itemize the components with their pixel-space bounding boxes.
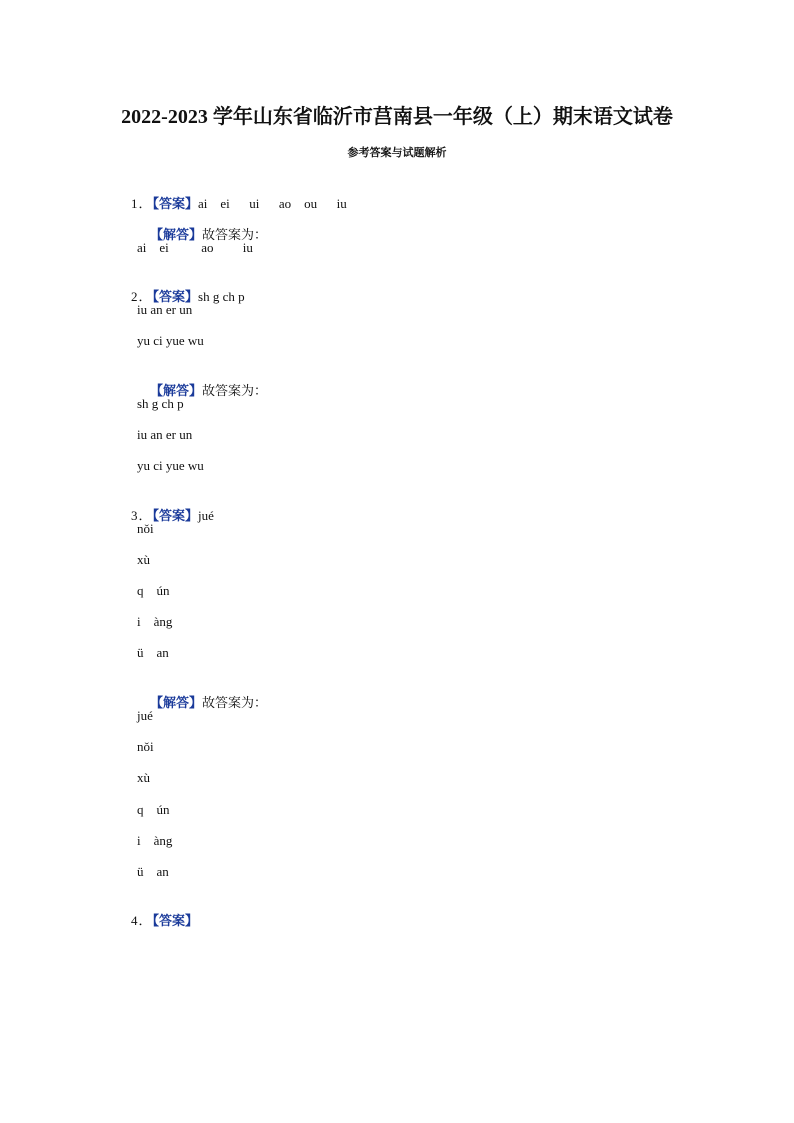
q3-answer-line5: i àng <box>137 614 173 629</box>
q2-explain-text: 故答案为： <box>202 383 268 398</box>
q2-number: 2． <box>131 289 153 304</box>
q4-number: 4． <box>131 913 153 928</box>
q3-answer-line1: jué <box>198 508 214 523</box>
q1-answer-tag: 【答案】 <box>152 196 199 211</box>
q3-explain-line <box>137 676 267 730</box>
q3-explain-line1: jué <box>137 708 153 723</box>
q2-explain-tag: 【解答】 <box>150 383 203 398</box>
q1-number: 1． <box>131 196 153 211</box>
q3-explain-tag: 【解答】 <box>150 695 203 710</box>
q3-answer-tag: 【答案】 <box>152 508 199 523</box>
q2-explain-line1: sh g ch p <box>137 396 184 411</box>
q2-answer-line1: sh g ch p <box>198 289 245 304</box>
q2-explain-line3: yu ci yue wu <box>137 458 204 473</box>
q4-answer-line <box>118 894 198 948</box>
q3-answer-line4: q ún <box>137 583 170 598</box>
q3-answer-line2: nǒi <box>137 521 154 536</box>
q1-explain-tag: 【解答】 <box>150 227 203 242</box>
q3-explain-line2: nǒi <box>137 739 154 754</box>
q3-explain-line4: q ún <box>137 802 170 817</box>
q3-explain-line3: xù <box>137 770 150 785</box>
q2-answer-line2: iu an er un <box>137 302 193 317</box>
q3-explain-line5: i àng <box>137 833 173 848</box>
q1-explain-content: ai ei ao iu <box>137 240 253 255</box>
q3-answer-line3: xù <box>137 552 150 567</box>
q2-answer-line3: yu ci yue wu <box>137 333 204 348</box>
q3-answer-line6: ü an <box>137 645 169 660</box>
q1-answer-text: ai ei ui ao ou iu <box>198 196 347 211</box>
q3-answer-line <box>118 489 214 543</box>
q2-explain-line2: iu an er un <box>137 427 193 442</box>
q3-number: 3． <box>131 508 153 523</box>
q1-explain-text: 故答案为： <box>202 227 268 242</box>
q3-explain-line6: ü an <box>137 864 169 879</box>
q3-explain-text: 故答案为： <box>202 695 268 710</box>
document-title: 2022-2023 学年山东省临沂市莒南县一年级（上）期末语文试卷 <box>121 106 673 128</box>
document-subtitle: 参考答案与试题解析 <box>347 147 447 159</box>
q2-answer-tag: 【答案】 <box>152 289 199 304</box>
q4-answer-tag: 【答案】 <box>152 913 199 928</box>
